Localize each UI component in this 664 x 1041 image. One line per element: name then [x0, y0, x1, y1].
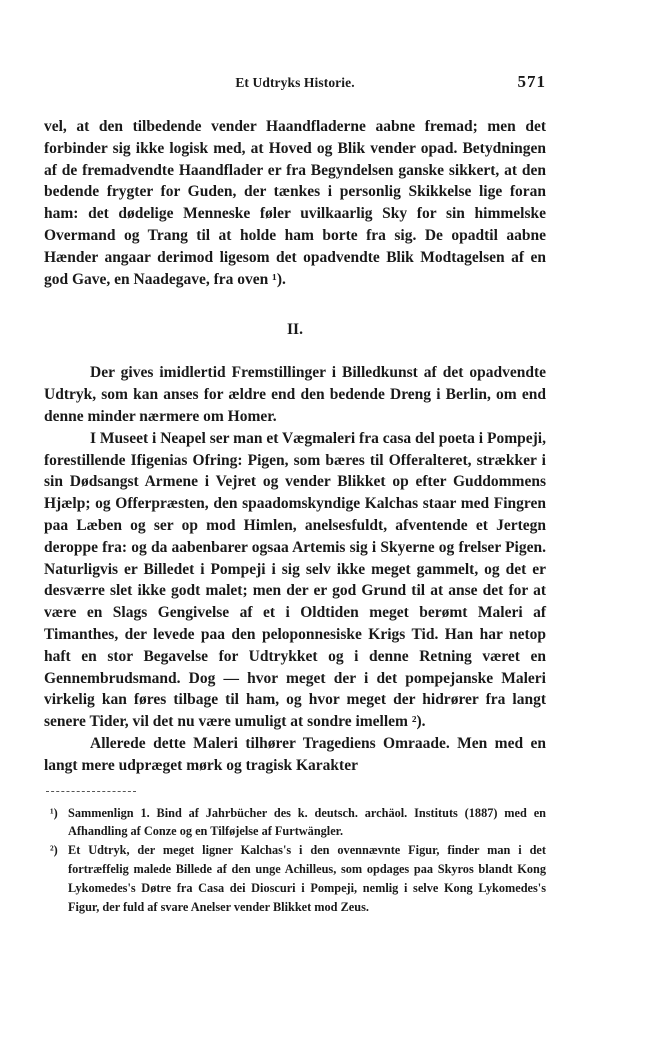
page-number: 571	[517, 72, 546, 91]
footnotes	[44, 804, 546, 917]
paragraph: Allerede dette Maleri tilhører Tragediens Omraade. Men med en langt mere udpræget mørk og tragisk Karakter	[44, 734, 546, 774]
footnote	[44, 804, 546, 842]
footnote	[44, 841, 546, 916]
footnote-marker: ²)	[50, 843, 58, 858]
body-text	[44, 116, 546, 777]
running-head	[44, 72, 546, 98]
footnote-divider	[46, 791, 136, 792]
paragraph-continued: vel, at den tilbedende vender Haandfladerne aabne fremad; men det forbinder sig ikke logisk med, at Hoved og Blik vender opad. Betydningen af de fremadvendte Haandflader er fra Begyndelsen ganske sikkert, at den bedende frygter for Guden, der tænkes i personlig Skikkelse lige foran ham: det dødelige Menneske føler uvilkaarlig Sky for sin himmelske Overmand og Trang til at holde ham borte fra sig. De opadtil aabne Hænder angaar derimod ligesom det opadvendte Blik Modtagelsen af en god Gave, en Naadegave, fra oven ¹).	[44, 118, 546, 288]
book-page	[44, 72, 546, 916]
paragraph: I Museet i Neapel ser man et Vægmaleri fra casa del poeta i Pompeji, forestillende Ifigenias Ofring: Pigen, som bæres til Offeralteret, strækker i sin Dødsangst Armene i Vejret og vender Blikket op efter Guddommens Hjælp; og Offerpræsten, den spaadomskyndige Kalchas staar med Fingren paa Læben og ser op mod Himlen, anelsesfuldt, afventende et Jertegn deroppe fra: og da aabenbarer ogsaa Artemis sig i Skyerne og frelser Pigen. Naturligvis er Billedet i Pompeji i sig selv ikke meget gammelt, og det er desværre slet ikke godt malet; men der er god Grund til at anse det for at være en Slags Gengivelse af et i Oldtiden meget berømt Maleri af Timanthes, der levede paa den peloponnesiske Krigs Tid. Han har netop haft en stor Begavelse for Udtrykket og i denne Retning været en Gennembrudsmand. Dog — hvor meget der i det pompejanske Maleri virkelig kan føres tilbage til ham, og hvor meget der hidrører fra langt senere Tider, vil det nu være umuligt at sondre imellem ²).	[44, 429, 546, 731]
footnote-text: Sammenlign 1. Bind af Jahrbücher des k. deutsch. archäol. Instituts (1887) med en Afhandling af Conze og en Tilføjelse af Furtwängler.	[68, 805, 546, 839]
section-heading: II.	[287, 321, 303, 339]
running-title: Et Udtryks Historie.	[235, 75, 355, 90]
footnote-text: Et Udtryk, der meget ligner Kalchas's i den ovennævnte Figur, finder man i det fortræffelig malede Billede af den unge Achilleus, som opdages paa Skyros blandt Kong Lykomedes's Døtre fra Casa dei Dioscuri i Pompeji, nemlig i selve Kong Lykomedes's Figur, der fuld af svare Anelser vender Blikket mod Zeus.	[68, 843, 546, 914]
footnote-marker: ¹)	[50, 805, 58, 820]
paragraph: Der gives imidlertid Fremstillinger i Billedkunst af det opadvendte Udtryk, som kan anses for ældre end den bedende Dreng i Berlin, om end denne minder nærmere om Homer.	[44, 364, 546, 425]
